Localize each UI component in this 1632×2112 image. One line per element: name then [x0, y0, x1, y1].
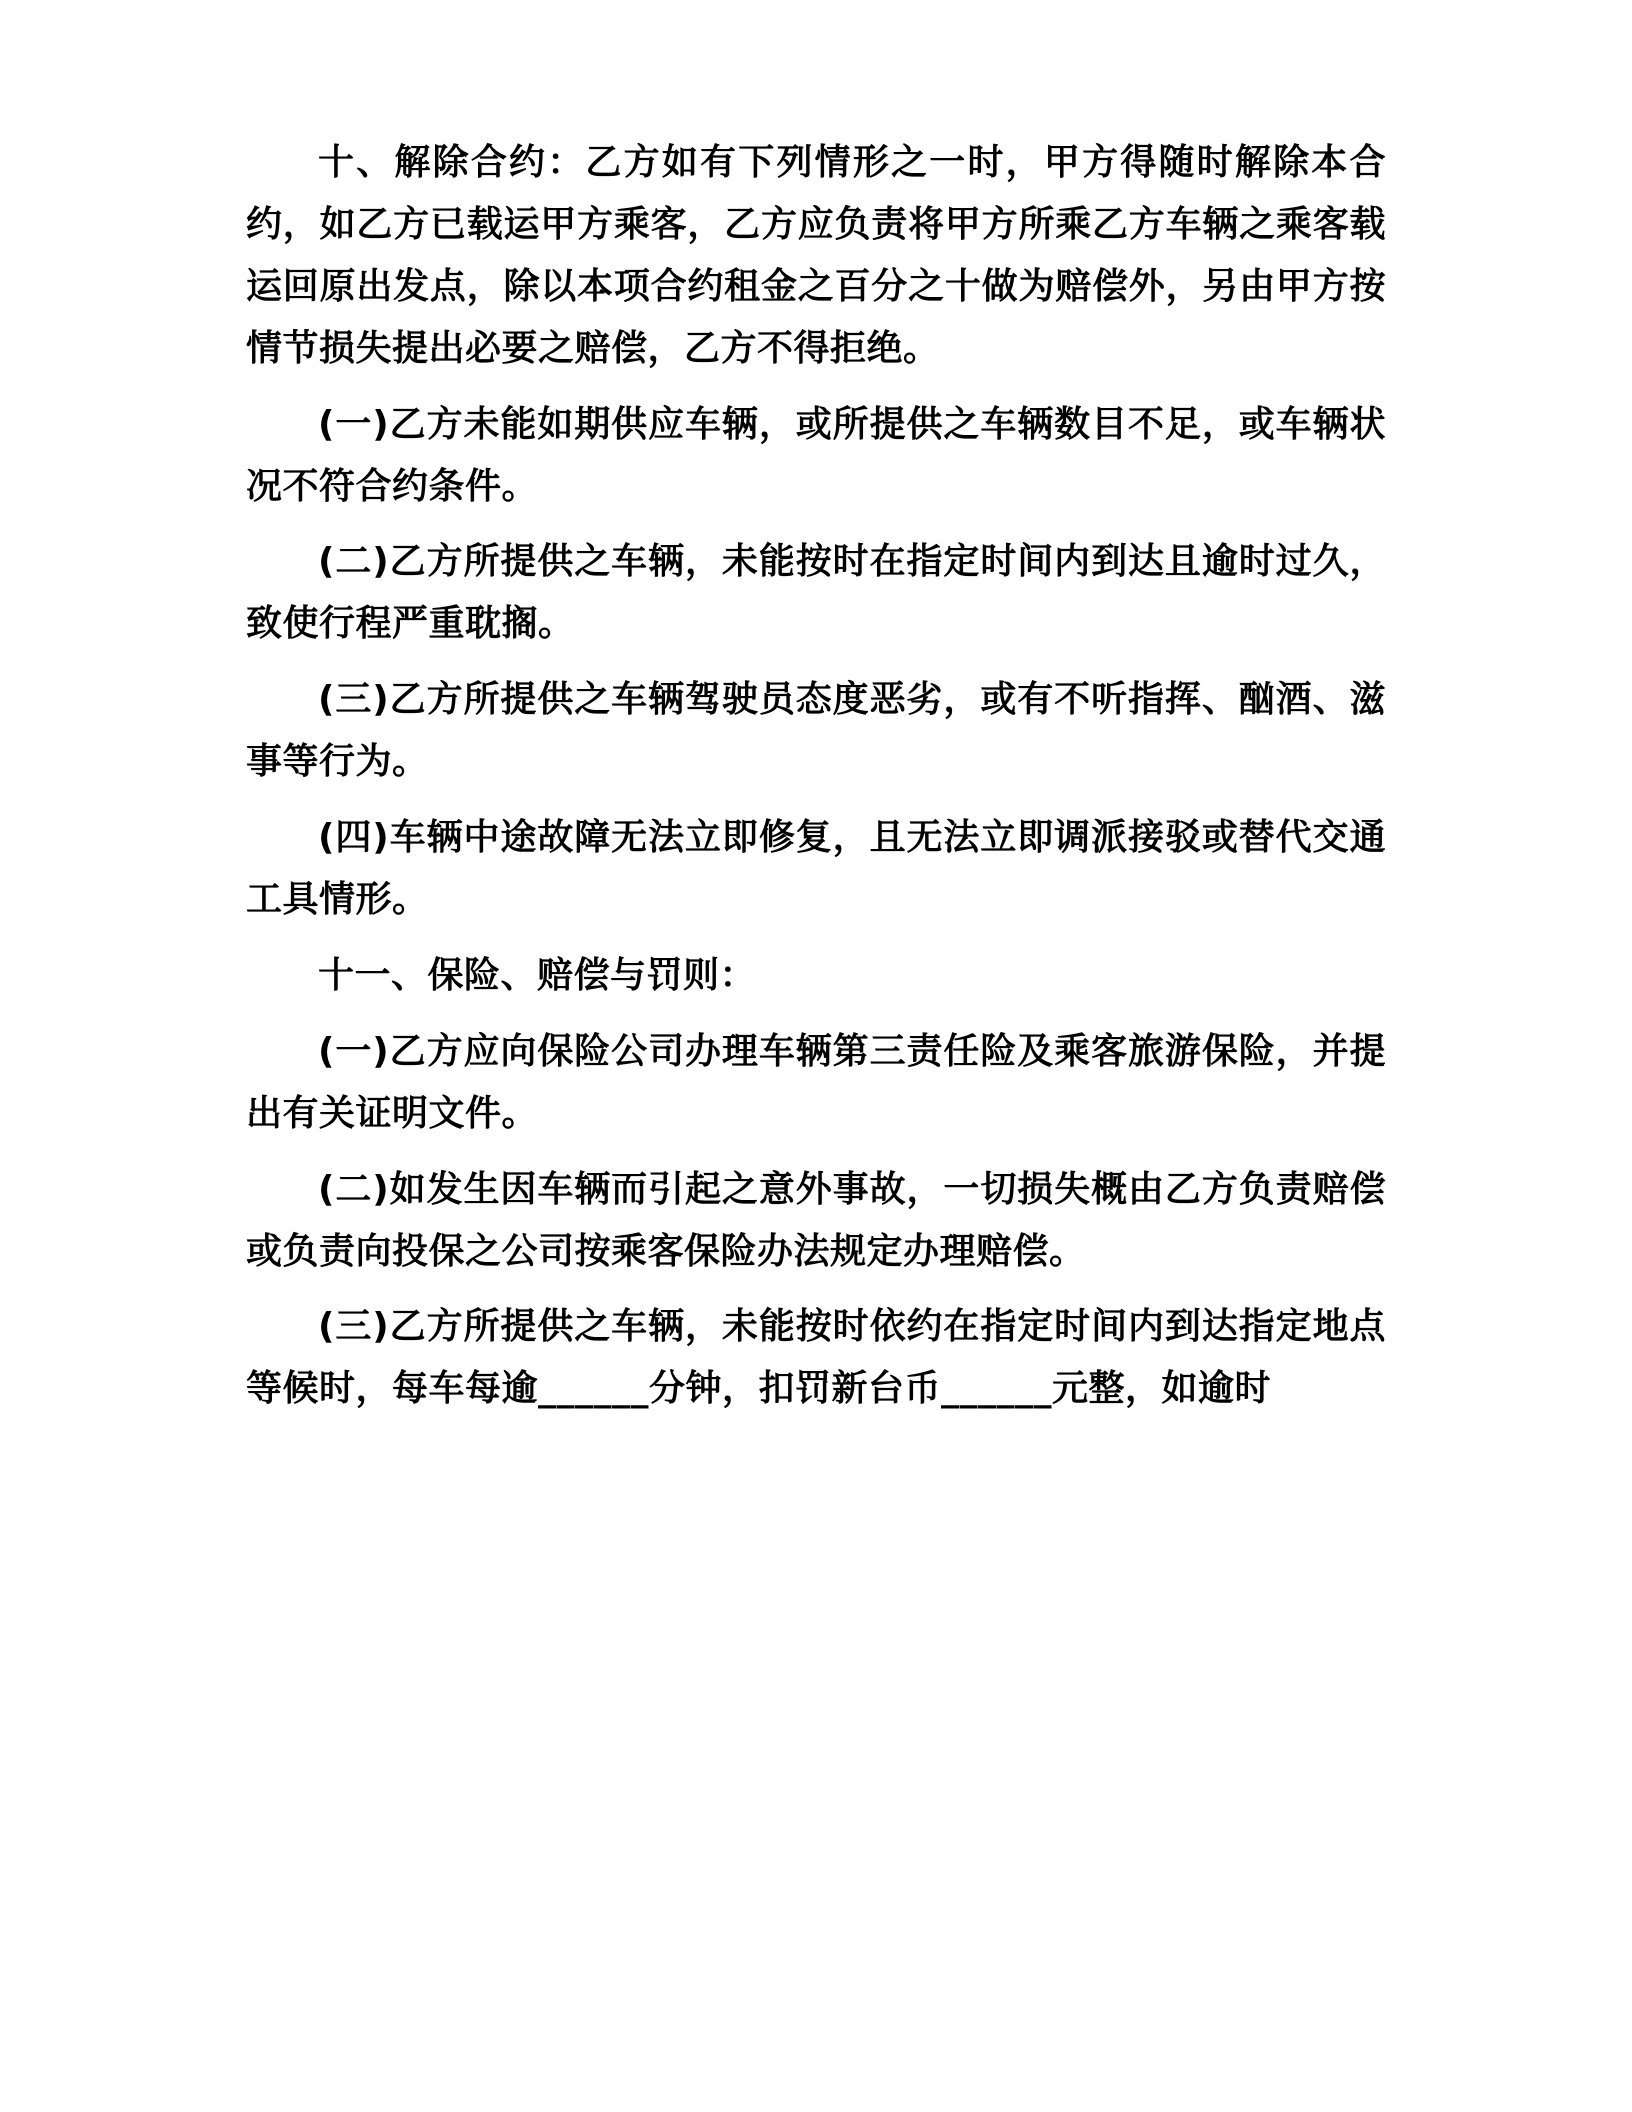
paragraph-clause-11-1: (一)乙方应向保险公司办理车辆第三责任险及乘客旅游保险，并提出有关证明文件。	[246, 1030, 1386, 1134]
paragraph-clause-10: 十、解除合约：乙方如有下列情形之一时，甲方得随时解除本合约，如乙方已载运甲方乘客，乙方应负责将甲方所乘乙方车辆之乘客载运回原出发点，除以本项合约租金之百分之十做为赔偿外，另由甲方按情节损失提出必要之赔偿，乙方不得拒绝。	[246, 142, 1386, 369]
document-body	[246, 132, 1386, 1420]
paragraph-clause-11: 十一、保险、赔偿与罚则：	[318, 954, 757, 996]
paragraph-clause-11-3: (三)乙方所提供之车辆，未能按时依约在指定时间内到达指定地点等候时，每车每逾______分钟，扣罚新台币______元整，如逾时	[246, 1306, 1386, 1410]
paragraph-clause-10-2: (二)乙方所提供之车辆，未能按时在指定时间内到达且逾时过久，致使行程严重耽搁。	[246, 541, 1386, 645]
paragraph-clause-10-3: (三)乙方所提供之车辆驾驶员态度恶劣，或有不听指挥、酗酒、滋事等行为。	[246, 679, 1386, 783]
paragraph-clause-10-4: (四)车辆中途故障无法立即修复，且无法立即调派接驳或替代交通工具情形。	[246, 817, 1386, 920]
paragraph-clause-10-1: (一)乙方未能如期供应车辆，或所提供之车辆数目不足，或车辆状况不符合约条件。	[246, 403, 1386, 507]
paragraph-clause-11-2: (二)如发生因车辆而引起之意外事故，一切损失概由乙方负责赔偿或负责向投保之公司按乘客保险办法规定办理赔偿。	[246, 1168, 1386, 1272]
